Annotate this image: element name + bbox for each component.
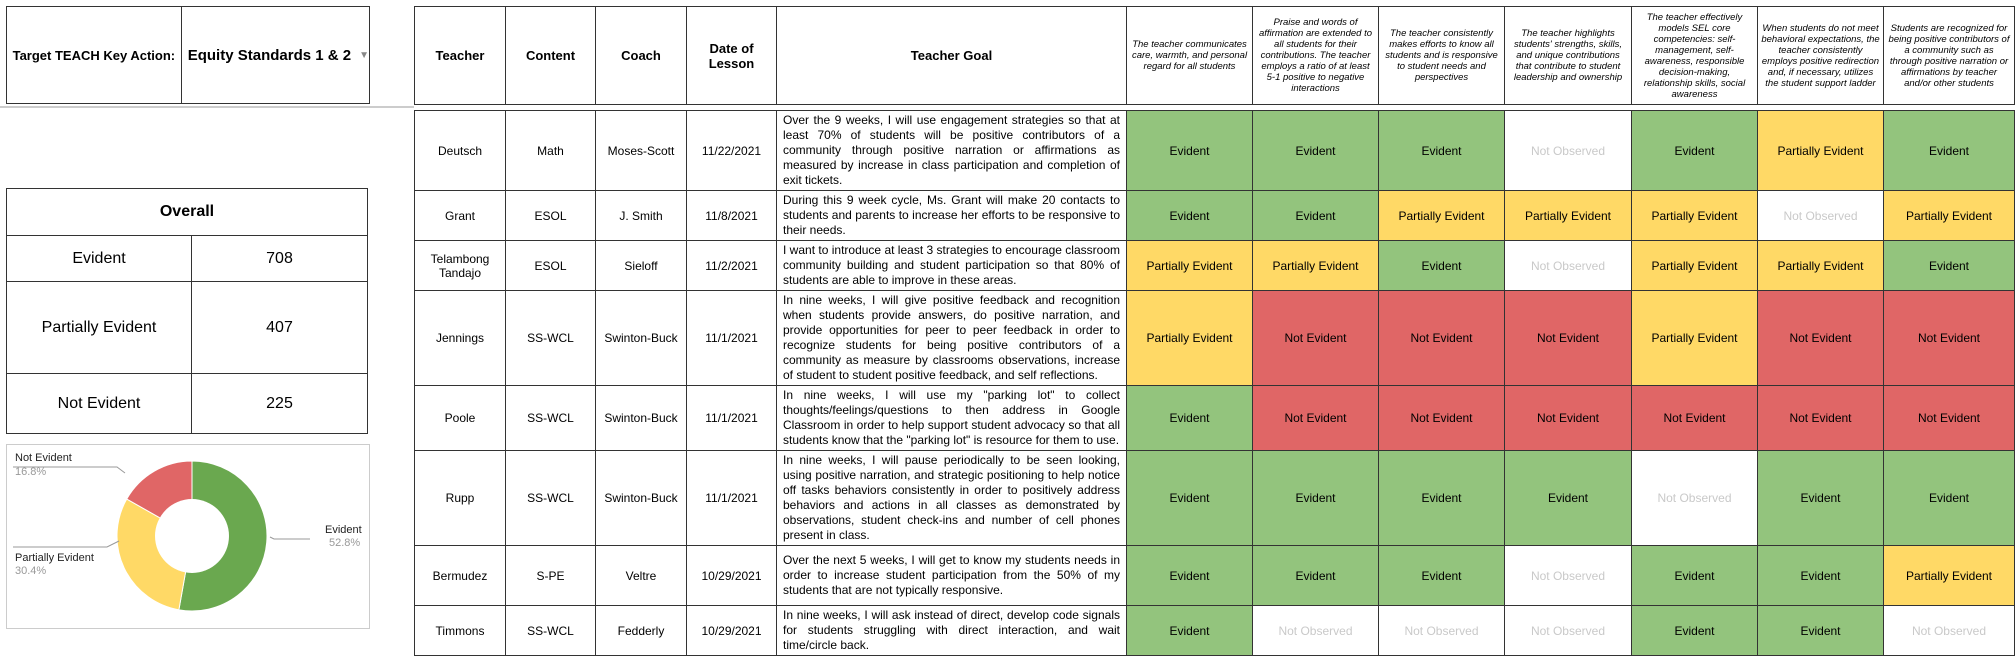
partial-leader-line xyxy=(13,541,119,547)
rating-cell[interactable]: Evident xyxy=(1379,546,1505,606)
header-indicator-1[interactable]: The teacher communicates care, warmth, and personal regard for all students xyxy=(1127,7,1253,105)
content-cell[interactable]: SS-WCL xyxy=(506,386,596,451)
key-action-dropdown[interactable] xyxy=(182,7,369,103)
partial-slice-pct: 30.4% xyxy=(15,565,47,577)
overall-summary-table xyxy=(6,188,368,434)
rating-cell[interactable]: Not Evident xyxy=(1505,386,1632,451)
summary-label-partial: Partially Evident xyxy=(7,282,192,374)
date-cell[interactable]: 11/1/2021 xyxy=(687,291,777,386)
goal-cell[interactable]: During this 9 week cycle, Ms. Grant will make 20 contacts to students and parents to increase her efforts to be responsive to their needs. xyxy=(777,191,1127,241)
header-content[interactable]: Content xyxy=(506,7,596,105)
content-cell[interactable]: Math xyxy=(506,111,596,191)
donut-svg xyxy=(7,445,369,628)
donut-chart[interactable] xyxy=(6,444,370,629)
coach-cell[interactable]: Moses-Scott xyxy=(596,111,687,191)
rating-cell[interactable]: Partially Evident xyxy=(1127,291,1253,386)
rating-cell[interactable]: Evident xyxy=(1253,451,1379,546)
goal-cell[interactable]: In nine weeks, I will use my "parking lot" to collect thoughts/feelings/questions to then address in Google Classroom in order to help support student advocacy so that all students know that the "parking lot" is resource for them to use. xyxy=(777,386,1127,451)
rating-cell[interactable]: Not Observed xyxy=(1505,111,1632,191)
header-date[interactable]: Date of Lesson xyxy=(687,7,777,105)
rating-cell[interactable]: Not Evident xyxy=(1379,386,1505,451)
rating-cell[interactable]: Evident xyxy=(1632,111,1758,191)
coach-cell[interactable]: J. Smith xyxy=(596,191,687,241)
table-row xyxy=(415,386,2015,451)
rating-cell[interactable]: Partially Evident xyxy=(1632,291,1758,386)
rating-cell[interactable]: Not Observed xyxy=(1505,546,1632,606)
rating-cell[interactable]: Not Observed xyxy=(1758,191,1884,241)
rating-cell[interactable]: Not Evident xyxy=(1505,291,1632,386)
rating-cell[interactable]: Not Evident xyxy=(1253,291,1379,386)
rating-cell[interactable]: Evident xyxy=(1632,606,1758,656)
coach-cell[interactable]: Sieloff xyxy=(596,241,687,291)
content-cell[interactable]: ESOL xyxy=(506,241,596,291)
rating-cell[interactable]: Not Evident xyxy=(1253,386,1379,451)
rating-cell[interactable]: Evident xyxy=(1127,546,1253,606)
summary-label-not-evident: Not Evident xyxy=(7,374,192,434)
table-row xyxy=(415,451,2015,546)
teacher-cell[interactable]: Timmons xyxy=(415,606,506,656)
rating-cell[interactable]: Not Observed xyxy=(1884,606,2015,656)
date-cell[interactable]: 11/1/2021 xyxy=(687,386,777,451)
key-action-value: Equity Standards 1 & 2 xyxy=(187,46,352,64)
rating-cell[interactable]: Partially Evident xyxy=(1758,111,1884,191)
table-row xyxy=(415,291,2015,386)
rating-cell[interactable]: Evident xyxy=(1758,451,1884,546)
rating-cell[interactable]: Evident xyxy=(1127,451,1253,546)
rating-cell[interactable]: Evident xyxy=(1379,451,1505,546)
rating-cell[interactable]: Partially Evident xyxy=(1253,241,1379,291)
rating-cell[interactable]: Evident xyxy=(1505,451,1632,546)
header-indicator-2[interactable]: Praise and words of affirmation are extended to all students for their contributions. The teacher employs a ratio of at least 5-1 positive to negative interactions xyxy=(1253,7,1379,105)
table-row xyxy=(415,241,2015,291)
coach-cell[interactable]: Swinton-Buck xyxy=(596,451,687,546)
table-row xyxy=(415,606,2015,656)
rating-cell[interactable]: Evident xyxy=(1884,241,2015,291)
rating-cell[interactable]: Evident xyxy=(1758,606,1884,656)
header-indicator-4[interactable]: The teacher highlights students' strengths, skills, and unique contributions that contribute to student leadership and ownership xyxy=(1505,7,1632,105)
table-row xyxy=(415,111,2015,191)
summary-count-partial: 407 xyxy=(192,282,368,374)
rating-cell[interactable]: Not Observed xyxy=(1379,606,1505,656)
teacher-cell[interactable]: Telambong Tandajo xyxy=(415,241,506,291)
rating-cell[interactable]: Evident xyxy=(1379,241,1505,291)
rating-cell[interactable]: Partially Evident xyxy=(1884,191,2015,241)
coach-cell[interactable]: Swinton-Buck xyxy=(596,386,687,451)
header-coach[interactable]: Coach xyxy=(596,7,687,105)
goal-cell[interactable]: Over the next 5 weeks, I will get to know my students needs in order to increase student participation from the 50% of my students that are not typically responsive. xyxy=(777,546,1127,606)
summary-title: Overall xyxy=(7,189,368,236)
teacher-cell[interactable]: Rupp xyxy=(415,451,506,546)
coach-cell[interactable]: Fedderly xyxy=(596,606,687,656)
header-indicator-6[interactable]: When students do not meet behavioral expectations, the teacher consistently employs positive redirection and, if necessary, utilizes the student support ladder xyxy=(1758,7,1884,105)
content-cell[interactable]: ESOL xyxy=(506,191,596,241)
key-action-selector xyxy=(6,6,370,104)
rating-cell[interactable]: Not Observed xyxy=(1632,451,1758,546)
rating-cell[interactable]: Not Observed xyxy=(1253,606,1379,656)
rating-cell[interactable]: Partially Evident xyxy=(1127,241,1253,291)
rating-cell[interactable]: Evident xyxy=(1127,111,1253,191)
header-goal[interactable]: Teacher Goal xyxy=(777,7,1127,105)
teacher-cell[interactable]: Deutsch xyxy=(415,111,506,191)
evident-slice-pct: 52.8% xyxy=(329,537,361,549)
rating-cell[interactable]: Evident xyxy=(1884,111,2015,191)
goal-cell[interactable]: I want to introduce at least 3 strategies to encourage classroom community building and student participation so that 80% of students are able to improve in these areas. xyxy=(777,241,1127,291)
partial-slice-label: Partially Evident xyxy=(15,552,94,564)
chevron-down-icon[interactable]: ▼ xyxy=(359,49,369,61)
summary-count-not-evident: 225 xyxy=(192,374,368,434)
rating-cell[interactable]: Partially Evident xyxy=(1758,241,1884,291)
goal-cell[interactable]: Over the 9 weeks, I will use engagement strategies so that at least 70% of students will be positive contributors of a community through positive narration or affirmations as measured by increase in class participation and completion of exit tickets. xyxy=(777,111,1127,191)
rating-cell[interactable]: Evident xyxy=(1127,386,1253,451)
header-row xyxy=(415,7,2015,105)
date-cell[interactable]: 10/29/2021 xyxy=(687,546,777,606)
rating-cell[interactable]: Evident xyxy=(1253,546,1379,606)
table-row xyxy=(415,191,2015,241)
date-cell[interactable]: 11/2/2021 xyxy=(687,241,777,291)
goal-cell[interactable]: In nine weeks, I will ask instead of direct, develop code signals for students struggling with direct interaction, and wait time/circle back. xyxy=(777,606,1127,656)
teacher-cell[interactable]: Jennings xyxy=(415,291,506,386)
rating-cell[interactable]: Evident xyxy=(1758,546,1884,606)
table-row xyxy=(415,546,2015,606)
summary-count-evident: 708 xyxy=(192,236,368,282)
rating-cell[interactable]: Not Evident xyxy=(1632,386,1758,451)
date-cell[interactable]: 11/1/2021 xyxy=(687,451,777,546)
evident-slice-label: Evident xyxy=(325,524,362,536)
header-indicator-7[interactable]: Students are recognized for being positive contributors of a community such as through positive narration or affirmations by teacher and/or other students xyxy=(1884,7,2015,105)
teacher-cell[interactable]: Bermudez xyxy=(415,546,506,606)
rating-cell[interactable]: Not Evident xyxy=(1884,386,2015,451)
rating-cell[interactable]: Not Evident xyxy=(1884,291,2015,386)
teacher-cell[interactable]: Poole xyxy=(415,386,506,451)
date-cell[interactable]: 10/29/2021 xyxy=(687,606,777,656)
teacher-goals-table xyxy=(414,6,2015,656)
rating-cell[interactable]: Partially Evident xyxy=(1632,191,1758,241)
header-indicator-3[interactable]: The teacher consistently makes efforts to know all students and is responsive to student needs and perspectives xyxy=(1379,7,1505,105)
content-cell[interactable]: S-PE xyxy=(506,546,596,606)
content-cell[interactable]: SS-WCL xyxy=(506,451,596,546)
rating-cell[interactable]: Evident xyxy=(1127,606,1253,656)
coach-cell[interactable]: Swinton-Buck xyxy=(596,291,687,386)
rating-cell[interactable]: Partially Evident xyxy=(1632,241,1758,291)
rating-cell[interactable]: Not Evident xyxy=(1758,386,1884,451)
coach-cell[interactable]: Veltre xyxy=(596,546,687,606)
rating-cell[interactable]: Partially Evident xyxy=(1505,191,1632,241)
not-evident-slice-pct: 16.8% xyxy=(15,466,47,478)
key-action-label: Target TEACH Key Action: xyxy=(7,7,182,103)
rating-cell[interactable]: Evident xyxy=(1884,451,2015,546)
summary-label-evident: Evident xyxy=(7,236,192,282)
rating-cell[interactable]: Not Observed xyxy=(1505,606,1632,656)
rating-cell[interactable]: Evident xyxy=(1127,191,1253,241)
frozen-divider xyxy=(0,106,414,108)
goal-cell[interactable]: In nine weeks, I will pause periodically to be seen looking, using positive narration, and strategic positioning to help notice off tasks behaviors consistently in order to positively address behaviors and actions in all classes as demonstrated by observations, student check-ins and number of cell phones present in class. xyxy=(777,451,1127,546)
evident-leader-line xyxy=(270,537,310,539)
rating-cell[interactable]: Evident xyxy=(1253,191,1379,241)
not-evident-slice-label: Not Evident xyxy=(15,452,72,464)
date-cell[interactable]: 11/8/2021 xyxy=(687,191,777,241)
goal-cell[interactable]: In nine weeks, I will give positive feedback and recognition when students provide answers, do positive narration, and provide opportunities for peer to peer feedback in order to recognize students for being positive contributors of a community as measure by classrooms observations, increase of student to student positive feedback, and self reflections. xyxy=(777,291,1127,386)
rating-cell[interactable]: Not Evident xyxy=(1758,291,1884,386)
content-cell[interactable]: SS-WCL xyxy=(506,291,596,386)
rating-cell[interactable]: Partially Evident xyxy=(1884,546,2015,606)
rating-cell[interactable]: Evident xyxy=(1632,546,1758,606)
rating-cell[interactable]: Evident xyxy=(1379,111,1505,191)
header-indicator-5[interactable]: The teacher effectively models SEL core competencies: self-management, self-awareness, responsible decision-making, relationship skills, social awareness xyxy=(1632,7,1758,105)
teacher-cell[interactable]: Grant xyxy=(415,191,506,241)
rating-cell[interactable]: Partially Evident xyxy=(1379,191,1505,241)
rating-cell[interactable]: Not Observed xyxy=(1505,241,1632,291)
date-cell[interactable]: 11/22/2021 xyxy=(687,111,777,191)
header-teacher[interactable]: Teacher xyxy=(415,7,506,105)
content-cell[interactable]: SS-WCL xyxy=(506,606,596,656)
rating-cell[interactable]: Evident xyxy=(1253,111,1379,191)
rating-cell[interactable]: Not Evident xyxy=(1379,291,1505,386)
